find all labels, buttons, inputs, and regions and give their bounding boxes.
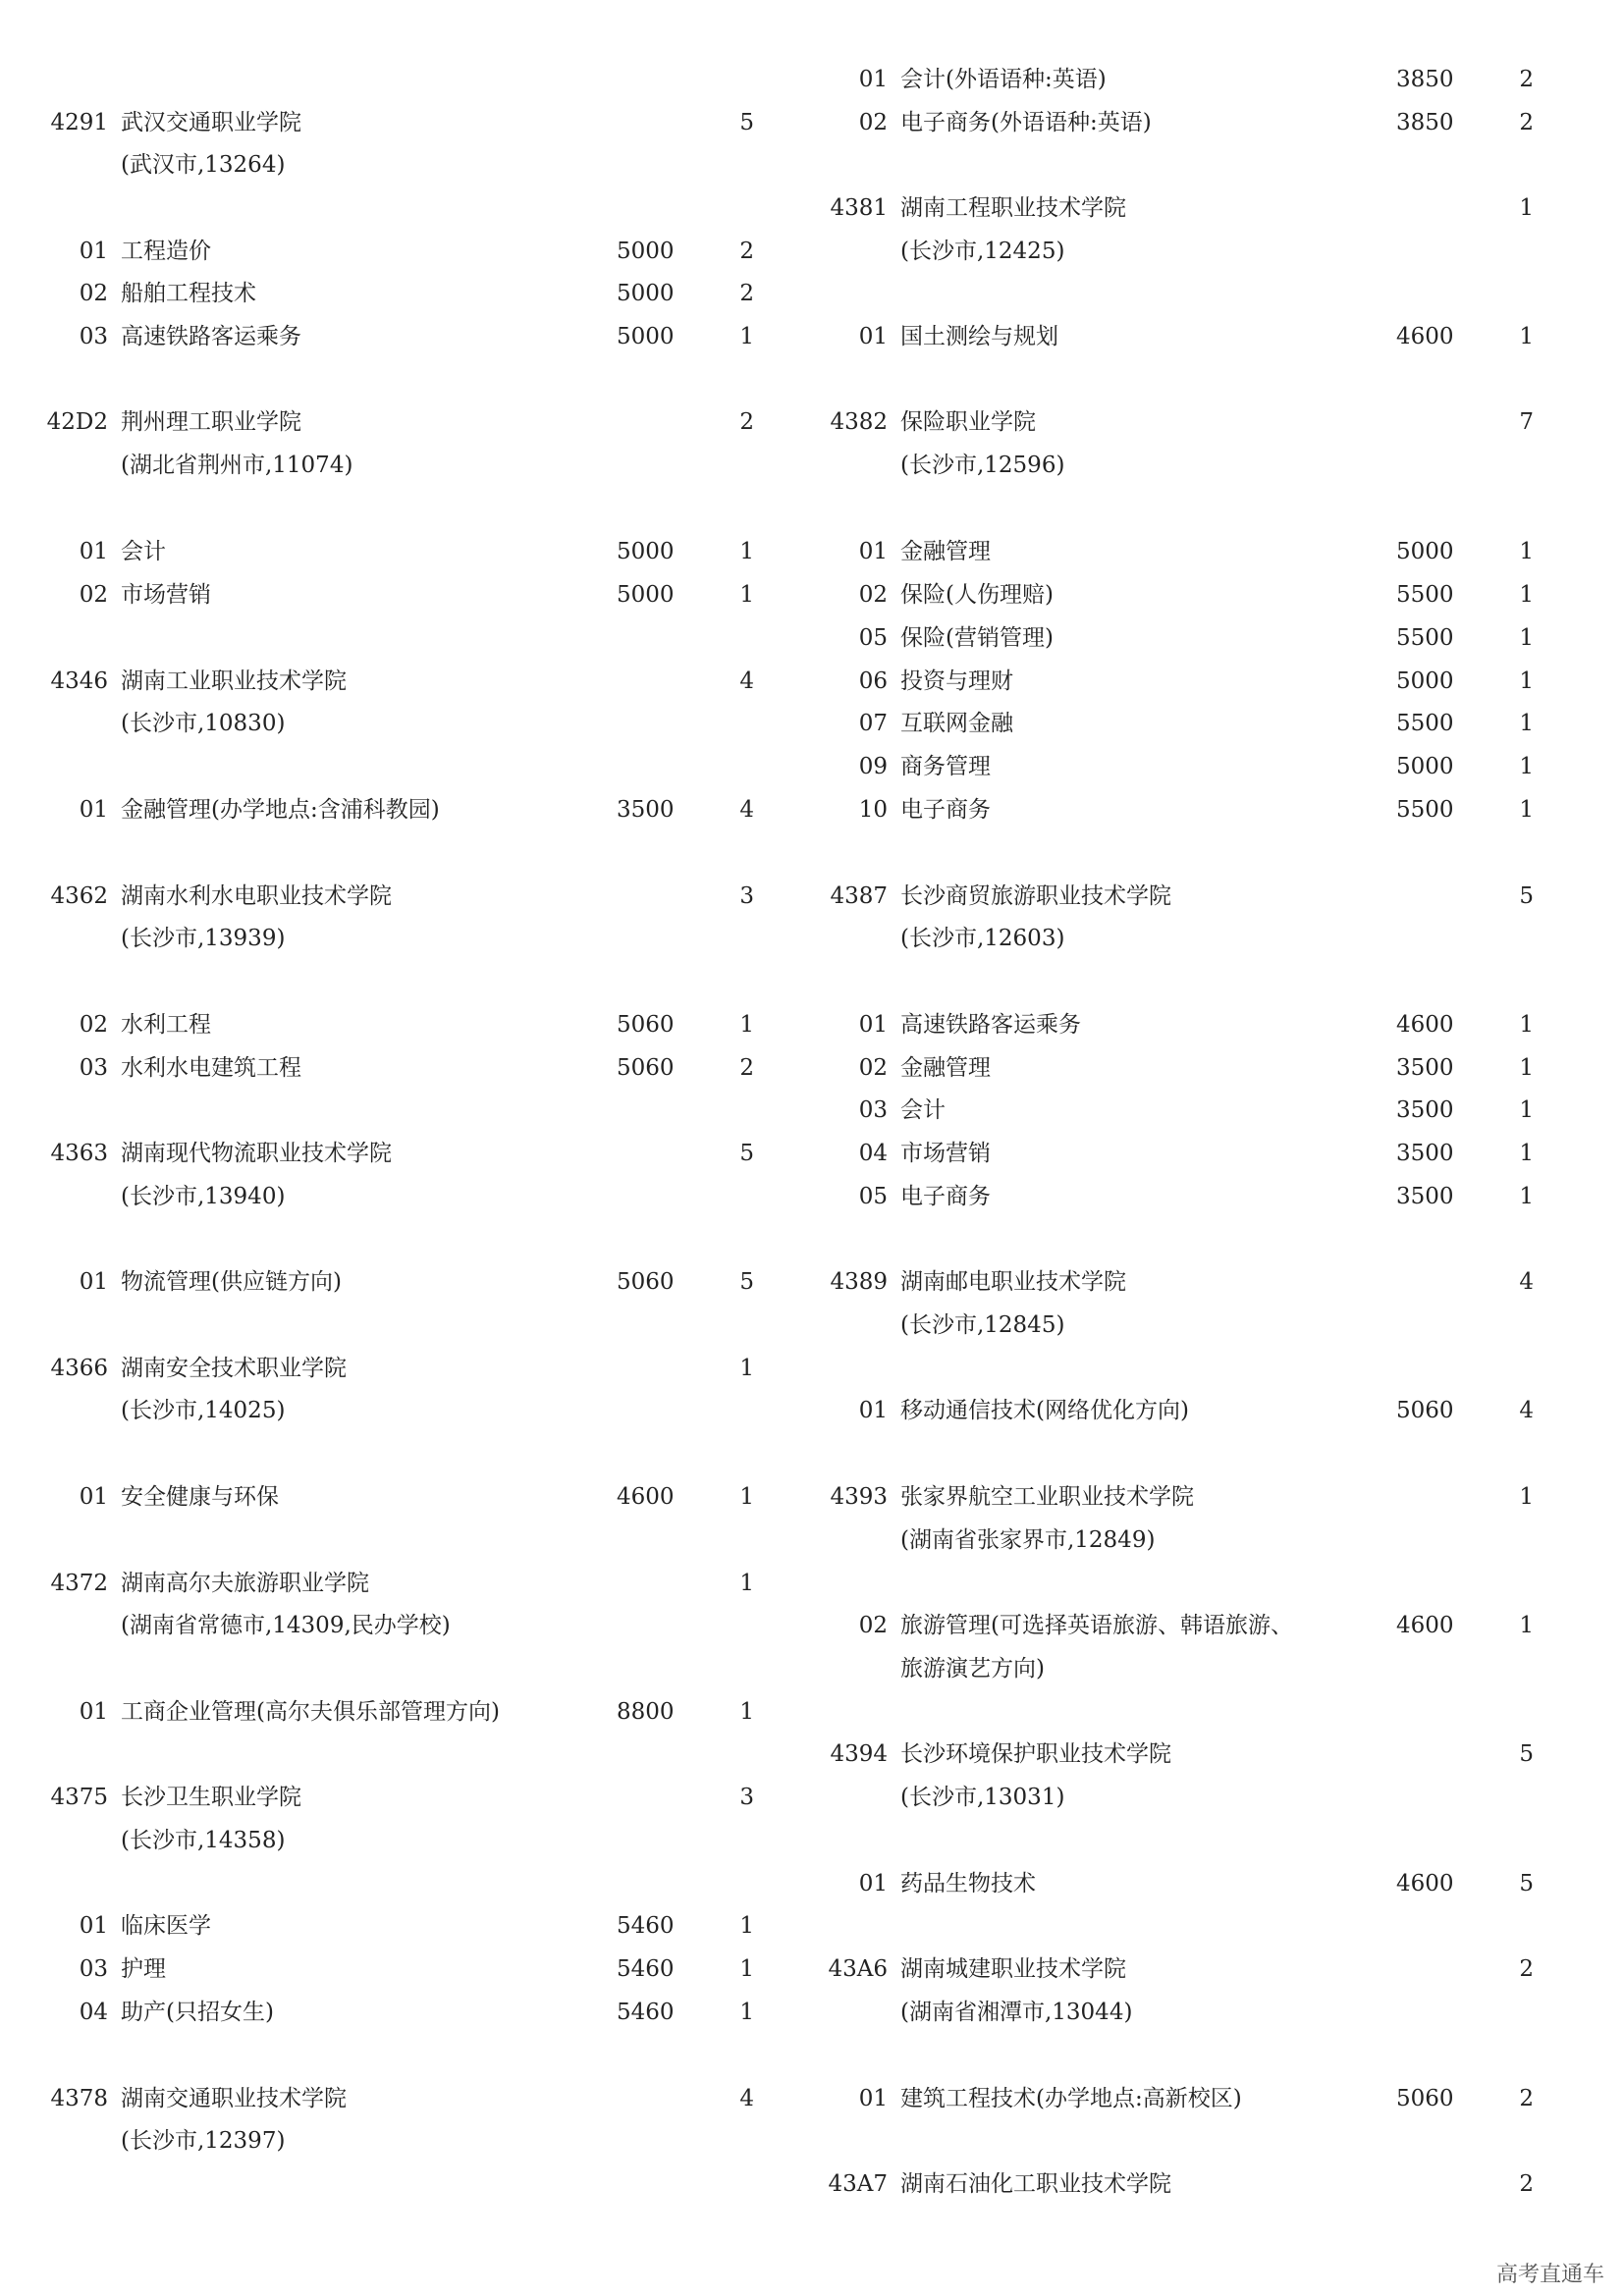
school-info-row — [0, 446, 785, 485]
school-info-row — [0, 919, 785, 958]
major-row — [0, 1949, 785, 1989]
major-row — [0, 1048, 785, 1088]
school-name: 长沙环境保护职业技术学院 — [900, 1741, 1171, 1767]
school-row — [0, 402, 785, 442]
major-plan-count: 1 — [1519, 797, 1534, 823]
major-code: 09 — [858, 754, 888, 779]
tuition-fee: 4600 — [1396, 1871, 1454, 1896]
school-plan-count: 5 — [739, 1141, 754, 1166]
school-row — [785, 1477, 1624, 1517]
major-plan-count: 1 — [1519, 711, 1534, 736]
major-code: 01 — [858, 67, 888, 92]
major-name: 高速铁路客运乘务 — [121, 324, 301, 349]
school-info-row — [785, 232, 1624, 271]
school-name: 湖南高尔夫旅游职业学院 — [121, 1571, 369, 1596]
major-name: 药品生物技术 — [900, 1871, 1036, 1896]
major-row — [785, 1177, 1624, 1216]
school-code: 4381 — [830, 195, 888, 221]
school-location: (长沙市,12425) — [900, 239, 1065, 264]
school-plan-count: 3 — [739, 1785, 754, 1810]
school-plan-count: 2 — [739, 409, 754, 435]
major-code: 01 — [79, 239, 108, 264]
school-code: 4387 — [830, 883, 888, 909]
school-location: (长沙市,10830) — [121, 711, 286, 736]
school-location: (长沙市,14025) — [121, 1398, 286, 1423]
major-code: 01 — [79, 797, 108, 823]
school-row — [0, 1564, 785, 1603]
major-name: 投资与理财 — [900, 668, 1013, 694]
school-name: 湖南工业职业技术学院 — [121, 668, 347, 694]
major-row — [785, 1606, 1624, 1645]
major-code: 06 — [858, 668, 888, 694]
school-info-row — [785, 1649, 1624, 1688]
major-plan-count: 4 — [1519, 1398, 1534, 1423]
school-location: (湖南省张家界市,12849) — [900, 1527, 1156, 1553]
major-plan-count: 1 — [739, 2000, 754, 2025]
major-name: 金融管理 — [900, 539, 991, 564]
major-name: 水利水电建筑工程 — [121, 1055, 301, 1081]
major-row — [0, 1477, 785, 1517]
major-name: 国土测绘与规划 — [900, 324, 1058, 349]
major-name: 市场营销 — [121, 582, 211, 608]
tuition-fee: 5000 — [617, 324, 675, 349]
major-name: 市场营销 — [900, 1141, 991, 1166]
school-info-row — [785, 1521, 1624, 1560]
major-plan-count: 2 — [739, 281, 754, 306]
major-code: 01 — [79, 1484, 108, 1510]
major-code: 01 — [79, 1913, 108, 1939]
tuition-fee: 5460 — [617, 1956, 675, 1982]
school-plan-count: 4 — [739, 668, 754, 694]
school-location: 旅游演艺方向) — [900, 1656, 1045, 1682]
school-row — [785, 402, 1624, 442]
tuition-fee: 3500 — [1396, 1097, 1454, 1123]
school-row — [0, 877, 785, 916]
tuition-fee: 5500 — [1396, 711, 1454, 736]
school-info-row — [785, 1306, 1624, 1345]
tuition-fee: 3850 — [1396, 110, 1454, 135]
school-info-row — [0, 1391, 785, 1430]
major-plan-count: 1 — [1519, 625, 1534, 651]
tuition-fee: 3500 — [1396, 1184, 1454, 1209]
right-column — [785, 0, 1624, 2296]
school-name: 张家界航空工业职业技术学院 — [900, 1484, 1194, 1510]
school-plan-count: 2 — [1519, 1956, 1534, 1982]
major-name: 金融管理 — [900, 1055, 991, 1081]
major-plan-count: 4 — [739, 797, 754, 823]
major-plan-count: 1 — [1519, 1141, 1534, 1166]
major-plan-count: 1 — [1519, 1184, 1534, 1209]
school-name: 保险职业学院 — [900, 409, 1036, 435]
major-name: 保险(营销管理) — [900, 625, 1054, 651]
major-name: 物流管理(供应链方向) — [121, 1269, 342, 1295]
major-row — [785, 1391, 1624, 1430]
tuition-fee: 5500 — [1396, 625, 1454, 651]
school-plan-count: 7 — [1519, 409, 1534, 435]
major-plan-count: 1 — [739, 1699, 754, 1725]
major-code: 07 — [858, 711, 888, 736]
major-name: 旅游管理(可选择英语旅游、韩语旅游、 — [900, 1613, 1293, 1638]
major-plan-count: 2 — [1519, 2086, 1534, 2111]
major-plan-count: 1 — [1519, 582, 1534, 608]
school-code: 4366 — [50, 1356, 108, 1381]
school-row — [785, 1262, 1624, 1302]
major-name: 助产(只招女生) — [121, 2000, 274, 2025]
major-code: 02 — [79, 582, 108, 608]
major-row — [785, 1134, 1624, 1173]
major-code: 01 — [79, 539, 108, 564]
school-code: 43A6 — [828, 1956, 888, 1982]
major-code: 10 — [858, 797, 888, 823]
major-code: 02 — [858, 582, 888, 608]
major-code: 02 — [79, 281, 108, 306]
school-info-row — [785, 446, 1624, 485]
school-info-row — [785, 1778, 1624, 1817]
major-name: 电子商务 — [900, 1184, 991, 1209]
major-row — [0, 1906, 785, 1946]
major-plan-count: 1 — [739, 1913, 754, 1939]
school-code: 4291 — [50, 110, 108, 135]
school-code: 4389 — [830, 1269, 888, 1295]
major-code: 05 — [858, 1184, 888, 1209]
major-code: 01 — [858, 2086, 888, 2111]
major-row — [0, 232, 785, 271]
school-info-row — [0, 2121, 785, 2161]
major-plan-count: 1 — [1519, 1055, 1534, 1081]
school-name: 湖南水利水电职业技术学院 — [121, 883, 392, 909]
school-code: 4393 — [830, 1484, 888, 1510]
major-row — [785, 1864, 1624, 1903]
tuition-fee: 5000 — [617, 582, 675, 608]
school-plan-count: 1 — [1519, 1484, 1534, 1510]
major-row — [0, 274, 785, 313]
tuition-fee: 5060 — [1396, 2086, 1454, 2111]
major-row — [785, 1005, 1624, 1044]
school-code: 4362 — [50, 883, 108, 909]
tuition-fee: 5460 — [617, 2000, 675, 2025]
major-code: 04 — [79, 2000, 108, 2025]
tuition-fee: 3850 — [1396, 67, 1454, 92]
school-code: 4375 — [50, 1785, 108, 1810]
tuition-fee: 5500 — [1396, 582, 1454, 608]
left-column — [0, 0, 785, 2296]
major-name: 会计(外语语种:英语) — [900, 67, 1107, 92]
tuition-fee: 5460 — [617, 1913, 675, 1939]
tuition-fee: 5000 — [617, 539, 675, 564]
school-code: 4372 — [50, 1571, 108, 1596]
school-row — [0, 2079, 785, 2118]
tuition-fee: 4600 — [1396, 1012, 1454, 1038]
school-row — [785, 2164, 1624, 2204]
tuition-fee: 5000 — [617, 281, 675, 306]
school-location: (湖北省荆州市,11074) — [121, 453, 353, 478]
major-name: 金融管理(办学地点:含浦科教园) — [121, 797, 440, 823]
tuition-fee: 5000 — [617, 239, 675, 264]
tuition-fee: 5060 — [617, 1055, 675, 1081]
major-name: 会计 — [121, 539, 166, 564]
major-name: 建筑工程技术(办学地点:高新校区) — [900, 2086, 1242, 2111]
major-plan-count: 2 — [1519, 67, 1534, 92]
school-row — [0, 1778, 785, 1817]
tuition-fee: 5060 — [617, 1269, 675, 1295]
major-code: 01 — [79, 1269, 108, 1295]
school-plan-count: 1 — [739, 1571, 754, 1596]
major-code: 04 — [858, 1141, 888, 1166]
major-plan-count: 1 — [739, 1012, 754, 1038]
school-location: (长沙市,12397) — [121, 2128, 286, 2154]
school-info-row — [0, 145, 785, 185]
tuition-fee: 3500 — [617, 797, 675, 823]
school-name: 湖南邮电职业技术学院 — [900, 1269, 1126, 1295]
school-name: 湖南城建职业技术学院 — [900, 1956, 1126, 1982]
school-row — [0, 103, 785, 142]
major-row — [0, 1005, 785, 1044]
school-info-row — [0, 1606, 785, 1645]
school-name: 长沙卫生职业学院 — [121, 1785, 301, 1810]
major-row — [785, 1091, 1624, 1130]
major-row — [0, 532, 785, 571]
major-name: 水利工程 — [121, 1012, 211, 1038]
major-code: 02 — [858, 110, 888, 135]
major-row — [785, 790, 1624, 829]
major-code: 01 — [858, 324, 888, 349]
major-code: 02 — [79, 1012, 108, 1038]
school-name: 湖南交通职业技术学院 — [121, 2086, 347, 2111]
major-name: 移动通信技术(网络优化方向) — [900, 1398, 1189, 1423]
school-plan-count: 4 — [739, 2086, 754, 2111]
school-code: 4394 — [830, 1741, 888, 1767]
tuition-fee: 5000 — [1396, 754, 1454, 779]
school-location: (长沙市,12603) — [900, 926, 1065, 951]
major-name: 工商企业管理(高尔夫俱乐部管理方向) — [121, 1699, 500, 1725]
major-name: 保险(人伤理赔) — [900, 582, 1054, 608]
major-row — [0, 1262, 785, 1302]
school-location: (长沙市,12845) — [900, 1312, 1065, 1338]
tuition-fee: 5500 — [1396, 797, 1454, 823]
school-row — [0, 1349, 785, 1388]
school-row — [785, 188, 1624, 228]
major-plan-count: 1 — [1519, 324, 1534, 349]
school-location: (武汉市,13264) — [121, 152, 286, 178]
school-name: 湖南安全技术职业学院 — [121, 1356, 347, 1381]
school-code: 43A7 — [828, 2171, 888, 2197]
school-row — [0, 662, 785, 701]
major-plan-count: 1 — [1519, 1012, 1534, 1038]
major-name: 电子商务 — [900, 797, 991, 823]
school-location: (长沙市,13939) — [121, 926, 286, 951]
major-plan-count: 2 — [739, 1055, 754, 1081]
tuition-fee: 4600 — [1396, 1613, 1454, 1638]
school-row — [0, 1134, 785, 1173]
school-plan-count: 5 — [1519, 883, 1534, 909]
major-code: 03 — [858, 1097, 888, 1123]
major-row — [785, 662, 1624, 701]
major-row — [0, 1993, 785, 2032]
school-plan-count: 3 — [739, 883, 754, 909]
school-name: 长沙商贸旅游职业技术学院 — [900, 883, 1171, 909]
major-code: 03 — [79, 1956, 108, 1982]
major-plan-count: 2 — [739, 239, 754, 264]
tuition-fee: 3500 — [1396, 1055, 1454, 1081]
major-row — [0, 317, 785, 356]
school-plan-count: 5 — [739, 110, 754, 135]
major-code: 01 — [79, 1699, 108, 1725]
major-code: 01 — [858, 1871, 888, 1896]
school-name: 湖南现代物流职业技术学院 — [121, 1141, 392, 1166]
major-code: 02 — [858, 1613, 888, 1638]
major-plan-count: 1 — [1519, 1613, 1534, 1638]
school-name: 荆州理工职业学院 — [121, 409, 301, 435]
major-row — [0, 790, 785, 829]
tuition-fee: 3500 — [1396, 1141, 1454, 1166]
school-row — [785, 1735, 1624, 1774]
major-code: 03 — [79, 324, 108, 349]
school-plan-count: 5 — [1519, 1741, 1534, 1767]
major-row — [0, 1692, 785, 1732]
major-code: 05 — [858, 625, 888, 651]
major-name: 会计 — [900, 1097, 946, 1123]
major-row — [785, 103, 1624, 142]
major-row — [785, 317, 1624, 356]
major-name: 互联网金融 — [900, 711, 1013, 736]
school-name: 武汉交通职业学院 — [121, 110, 301, 135]
major-plan-count: 1 — [739, 1956, 754, 1982]
major-row — [785, 704, 1624, 743]
school-info-row — [785, 1993, 1624, 2032]
school-info-row — [0, 1821, 785, 1860]
school-code: 4363 — [50, 1141, 108, 1166]
major-code: 02 — [858, 1055, 888, 1081]
major-row — [785, 1048, 1624, 1088]
major-row — [785, 747, 1624, 786]
tuition-fee: 5000 — [1396, 668, 1454, 694]
major-name: 商务管理 — [900, 754, 991, 779]
major-plan-count: 2 — [1519, 110, 1534, 135]
tuition-fee: 4600 — [617, 1484, 675, 1510]
school-location: (湖南省湘潭市,13044) — [900, 2000, 1133, 2025]
school-location: (长沙市,12596) — [900, 453, 1065, 478]
major-code: 01 — [858, 539, 888, 564]
school-location: (长沙市,13940) — [121, 1184, 286, 1209]
watermark-logo: 高考直通车 — [1495, 2263, 1604, 2287]
school-row — [785, 1949, 1624, 1989]
major-plan-count: 5 — [739, 1269, 754, 1295]
major-plan-count: 5 — [1519, 1871, 1534, 1896]
school-row — [785, 877, 1624, 916]
tuition-fee: 8800 — [617, 1699, 675, 1725]
major-name: 高速铁路客运乘务 — [900, 1012, 1081, 1038]
major-plan-count: 1 — [1519, 754, 1534, 779]
major-name: 护理 — [121, 1956, 166, 1982]
school-info-row — [785, 919, 1624, 958]
major-row — [785, 532, 1624, 571]
major-code: 01 — [858, 1398, 888, 1423]
major-plan-count: 1 — [1519, 668, 1534, 694]
tuition-fee: 5060 — [617, 1012, 675, 1038]
major-name: 工程造价 — [121, 239, 211, 264]
tuition-fee: 5060 — [1396, 1398, 1454, 1423]
school-plan-count: 1 — [1519, 195, 1534, 221]
major-name: 安全健康与环保 — [121, 1484, 279, 1510]
major-code: 03 — [79, 1055, 108, 1081]
school-plan-count: 1 — [739, 1356, 754, 1381]
major-row — [785, 618, 1624, 658]
school-location: (长沙市,13031) — [900, 1785, 1065, 1810]
school-code: 42D2 — [46, 409, 108, 435]
school-code: 4346 — [50, 668, 108, 694]
major-row — [785, 575, 1624, 614]
major-plan-count: 1 — [1519, 1097, 1534, 1123]
tuition-fee: 4600 — [1396, 324, 1454, 349]
major-row — [785, 2079, 1624, 2118]
tuition-fee: 5000 — [1396, 539, 1454, 564]
major-name: 电子商务(外语语种:英语) — [900, 110, 1152, 135]
school-plan-count: 2 — [1519, 2171, 1534, 2197]
major-row — [785, 60, 1624, 99]
major-row — [0, 575, 785, 614]
school-info-row — [0, 704, 785, 743]
major-plan-count: 1 — [739, 539, 754, 564]
major-name: 临床医学 — [121, 1913, 211, 1939]
school-location: (湖南省常德市,14309,民办学校) — [121, 1613, 451, 1638]
major-name: 船舶工程技术 — [121, 281, 256, 306]
school-info-row — [0, 1177, 785, 1216]
school-name: 湖南工程职业技术学院 — [900, 195, 1126, 221]
major-plan-count: 1 — [1519, 539, 1534, 564]
school-code: 4378 — [50, 2086, 108, 2111]
school-plan-count: 4 — [1519, 1269, 1534, 1295]
school-location: (长沙市,14358) — [121, 1828, 286, 1853]
major-plan-count: 1 — [739, 1484, 754, 1510]
major-code: 01 — [858, 1012, 888, 1038]
school-name: 湖南石油化工职业技术学院 — [900, 2171, 1171, 2197]
major-plan-count: 1 — [739, 324, 754, 349]
school-code: 4382 — [830, 409, 888, 435]
major-plan-count: 1 — [739, 582, 754, 608]
